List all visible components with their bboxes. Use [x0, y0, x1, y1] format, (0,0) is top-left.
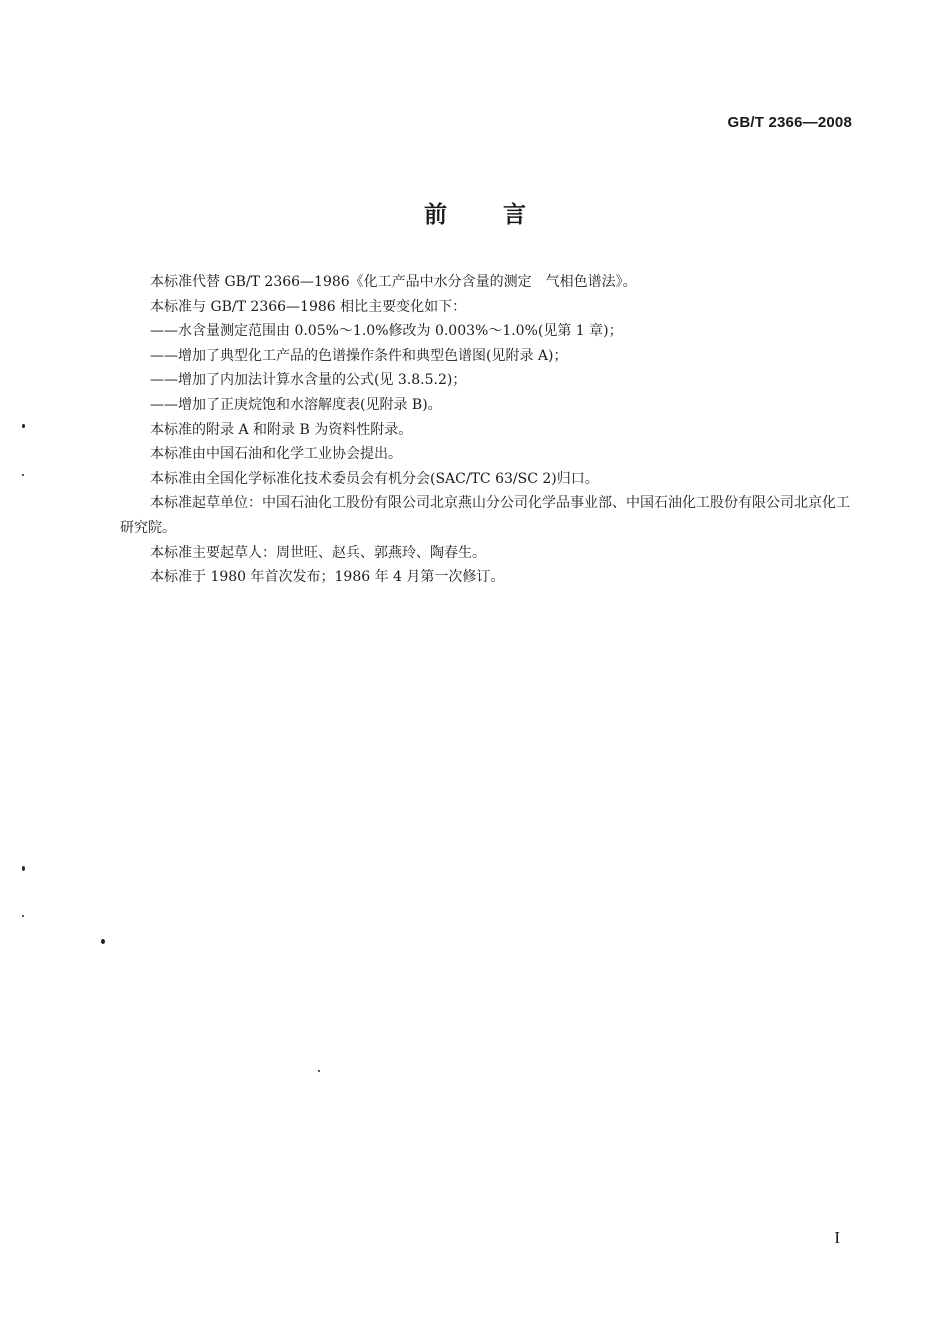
paragraph-drafters: 本标准主要起草人：周世旺、赵兵、郭燕玲、陶春生。: [150, 544, 486, 561]
list-item-change-4: ——增加了正庚烷饱和水溶解度表(见附录 B)。: [150, 396, 442, 413]
page-title-char-1: 前: [424, 202, 447, 228]
page-title: [0, 196, 950, 229]
paragraph-replaces: 本标准代替 GB/T 2366—1986《化工产品中水分含量的测定 气相色谱法》。: [150, 274, 637, 290]
paragraph-changes-intro: 本标准与 GB/T 2366—1986 相比主要变化如下：: [150, 298, 467, 315]
page-number: I: [834, 1228, 840, 1247]
foreword-body: [120, 270, 852, 590]
scan-speck: [22, 474, 24, 476]
scan-speck: [22, 915, 24, 917]
paragraph-history: 本标准于 1980 年首次发布；1986 年 4 月第一次修订。: [150, 569, 505, 586]
scan-speck: [22, 424, 25, 428]
paragraph-centralized-by: 本标准由全国化学标准化技术委员会有机分会(SAC/TC 63/SC 2)归口。: [150, 470, 599, 487]
list-item-change-3: ——增加了内加法计算水含量的公式(见 3.8.5.2)；: [150, 372, 467, 389]
standard-code: GB/T 2366—2008: [727, 114, 852, 131]
scan-speck: [101, 939, 105, 944]
paragraph-proposed-by: 本标准由中国石油和化学工业协会提出。: [150, 446, 402, 463]
scan-speck: [22, 866, 25, 871]
list-item-change-2: ——增加了典型化工产品的色谱操作条件和典型色谱图(见附录 A)；: [150, 347, 568, 364]
paragraph-appendix: 本标准的附录 A 和附录 B 为资料性附录。: [150, 421, 413, 438]
list-item-change-1: ——水含量测定范围由 0.05%～1.0%修改为 0.003%～1.0%(见第 1 章)；: [150, 323, 623, 340]
scan-speck: [318, 1070, 320, 1072]
paragraph-drafting-units: 本标准起草单位：中国石油化工股份有限公司北京燕山分公司化学品事业部、中国石油化工股份有限公司北京化工研究院。: [120, 495, 850, 536]
page-title-char-2: 言: [503, 202, 526, 228]
